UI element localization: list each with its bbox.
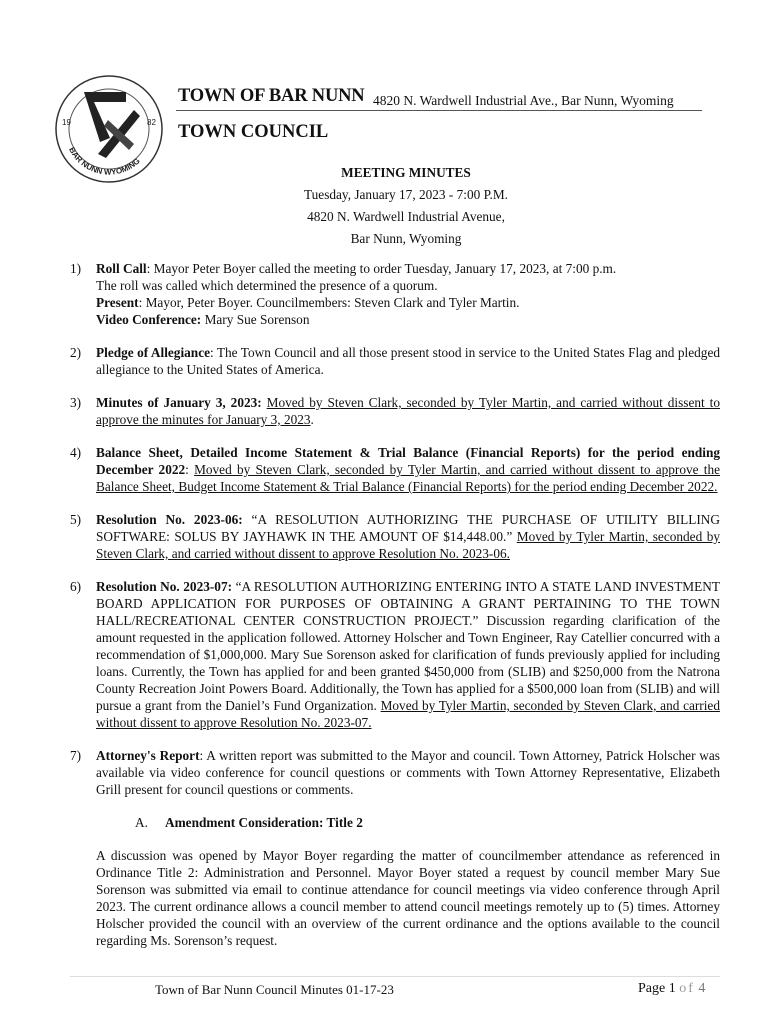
motion-text: Moved by Tyler Martin, seconded by Steven Clark, and carried without dissent to approve Resolution No. 2023-06. (96, 529, 720, 561)
minutes-body (70, 260, 720, 949)
item-number: 5) (70, 512, 82, 527)
seal-year-right: 82 (147, 118, 156, 127)
item-label: Resolution No. 2023-06: (96, 512, 243, 527)
subsection-letter: A. (135, 815, 148, 830)
video-conference-label: Video Conference: (96, 312, 202, 327)
item-label: Balance Sheet, Detailed Income Statement & Trial Balance (Financial Reports) for the period ending December 2022 (96, 445, 720, 477)
footer-rule (70, 976, 720, 977)
subsection-heading (70, 814, 720, 831)
item-text: : Mayor Peter Boyer called the meeting to order Tuesday, January 17, 2023, at 7:00 p.m. (146, 261, 617, 276)
item-number: 7) (70, 748, 82, 763)
town-name-heading: TOWN OF BAR NUNN (178, 86, 365, 106)
agenda-item-attorney-report (70, 747, 720, 798)
item-number: 6) (70, 579, 82, 594)
item-text: : A written report was submitted to the Mayor and council. Town Attorney, Patrick Holscher was available via video conference for council questions or comments with Town Attorney Representative, Elizabeth Grill present for council questions or comments. (96, 748, 720, 797)
header-rule (176, 110, 702, 111)
item-separator: : (185, 462, 195, 477)
seal-arc-text: BAR NUNN WYOMING (67, 145, 142, 177)
footer-document-title: Town of Bar Nunn Council Minutes 01-17-23 (155, 982, 394, 997)
item-number: 3) (70, 395, 82, 410)
agenda-item-pledge (70, 344, 720, 378)
minutes-title: MEETING MINUTES (341, 165, 471, 180)
meeting-date: Tuesday, January 17, 2023 - 7:00 P.M. (303, 187, 508, 202)
item-label: Attorney's Report (96, 748, 200, 763)
item-label: Roll Call (96, 261, 147, 276)
item-label: Resolution No. 2023-07: (96, 579, 233, 594)
item-text: : The Town Council and all those present stood in service to the United States Flag and pledged allegiance to the United States of America. (96, 345, 720, 377)
seal-year-left: 19 (62, 118, 71, 127)
subsection-paragraph: A discussion was opened by Mayor Boyer regarding the matter of councilmember attendance as referenced in Ordinance Title 2: Administration and Personnel. Mayor Boyer stated a request by council member Mary Sue Sorenson was submitted via email to continue attendance for council meetings via video conference through April 2023. The current ordinance allows a council member to attend council meetings remotely up to (5) times. Attorney Holscher provided the council with an overview of the current ordinance and the options available to the council regarding Ms. Sorenson’s request. (96, 848, 720, 948)
page-label: Page 1 (638, 981, 676, 996)
item-text-line2: The roll was called which determined the presence of a quorum. (96, 278, 438, 293)
item-label: Pledge of Allegiance (96, 345, 210, 360)
present-label: Present (96, 295, 139, 310)
page-total: 4 (698, 981, 706, 996)
agenda-item-financial-reports (70, 444, 720, 495)
motion-text: Moved by Steven Clark, seconded by Tyler Martin, and carried without dissent to approve the minutes for January 3, 2023 (96, 395, 720, 427)
motion-text: Moved by Steven Clark, seconded by Tyler Martin, and carried without dissent to approve the Balance Sheet, Budget Income Statement & Trial Balance (Financial Reports) for the period ending December 2022. (96, 462, 720, 494)
item-number: 4) (70, 445, 82, 460)
town-address: 4820 N. Wardwell Industrial Ave., Bar Nunn, Wyoming (373, 93, 674, 108)
meeting-location-line2: Bar Nunn, Wyoming (350, 231, 462, 246)
agenda-item-resolution-2023-07 (70, 578, 720, 731)
agenda-item-minutes (70, 394, 720, 428)
meeting-title-block (96, 162, 716, 250)
agenda-item-roll-call (70, 260, 720, 328)
item-number: 1) (70, 261, 82, 276)
agenda-item-resolution-2023-06 (70, 511, 720, 562)
council-heading: TOWN COUNCIL (178, 122, 329, 142)
item-number: 2) (70, 345, 82, 360)
video-conference-text: Mary Sue Sorenson (201, 312, 310, 327)
item-text: “A RESOLUTION AUTHORIZING ENTERING INTO A STATE LAND INVESTMENT BOARD APPLICATION FOR PURPOSES OF OBTAINING A GRANT PERTAINING TO THE TOWN HALL/RECREATIONAL CENTER CONSTRUCTION PROJECT.” Discussion regarding clarification of the amount requested in the application followed. Attorney Holscher and Town Engineer, Ray Catellier concurred with a recommendation of $1,000,000. Mary Sue Sorenson asked for clarification of funds previously applied for including loans. Currently, the Town has applied for and been granted $450,000 from (SLIB) and $250,000 from the Natrona County Recreation Joint Powers Board. Additionally, the Town has applied for a $500,000 loan from (SLIB) and will pursue a grant from the Daniel’s Fund Organization. (96, 579, 720, 713)
page-number (638, 981, 705, 997)
item-label: Minutes of January 3, 2023: (96, 395, 262, 410)
page-of: of (679, 981, 695, 996)
subsection-title: Amendment Consideration: Title 2 (165, 815, 363, 830)
item-tail: . (310, 412, 314, 427)
item-text: “A RESOLUTION AUTHORIZING THE PURCHASE OF UTILITY BILLING SOFTWARE: SOLUS BY JAYHAWK IN THE AMOUNT OF $14,448.00.” (96, 512, 720, 544)
present-text: : Mayor, Peter Boyer. Councilmembers: Steven Clark and Tyler Martin. (138, 295, 520, 310)
motion-text: Moved by Tyler Martin, seconded by Steven Clark, and carried without dissent to approve Resolution No. 2023-07. (96, 698, 720, 730)
meeting-location-line1: 4820 N. Wardwell Industrial Avenue, (307, 209, 505, 224)
